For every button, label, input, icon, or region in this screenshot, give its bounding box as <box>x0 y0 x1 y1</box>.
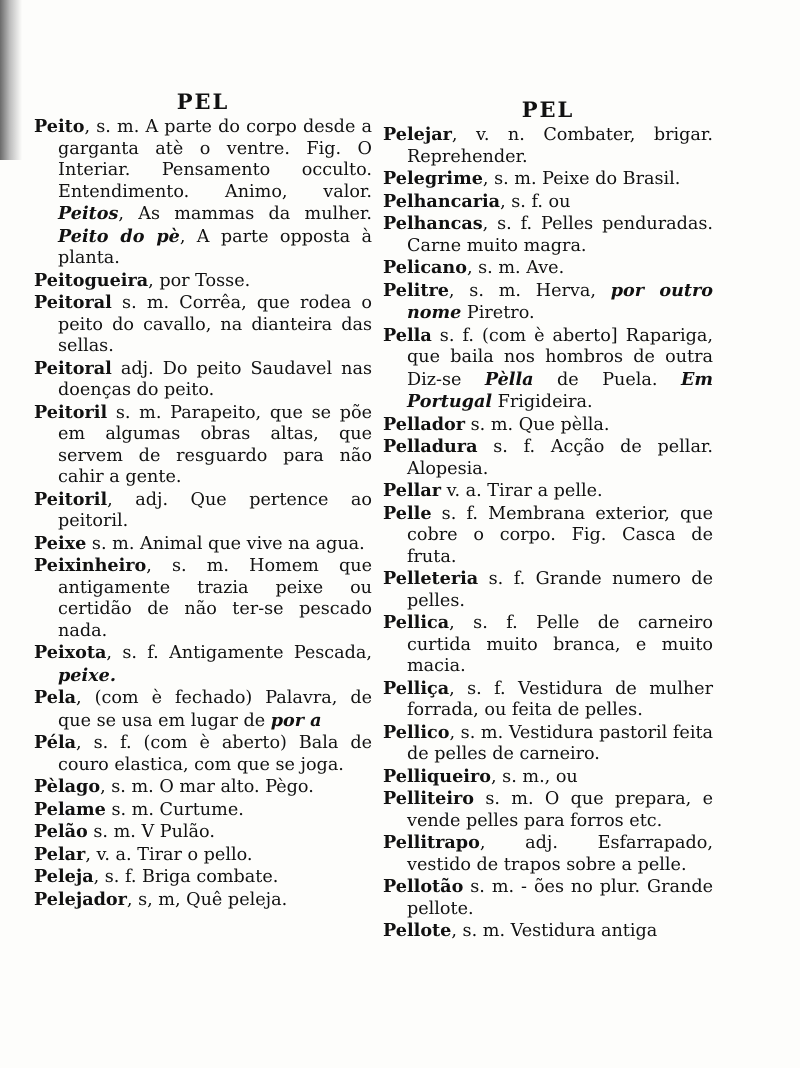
entry-headword: Peitoril <box>34 488 108 510</box>
entry-definition: s. f. Membrana exterior, que cobre o corpo. Fig. Casca de fruta. <box>407 503 713 567</box>
entry-definition: Frigideira. <box>492 392 593 412</box>
dictionary-entry <box>34 358 372 402</box>
entry-headword: Péla <box>34 732 77 753</box>
entry-definition: v. a. Tirar a pelle. <box>441 481 603 501</box>
dictionary-entry <box>34 687 372 732</box>
entry-definition: , s. f. Vestidura de mulher forrada, ou feita de pelles. <box>407 678 713 720</box>
entry-headword: Pellitrapo <box>383 832 480 853</box>
dictionary-entry <box>383 788 713 832</box>
entry-definition: s. m. Corrêa, que rodea o peito do cavallo, na dianteira das sellas. <box>58 293 372 356</box>
entry-italic-term: Peito do pè <box>58 225 180 247</box>
entry-definition: , s. m. Vestidura antiga <box>451 921 658 941</box>
dictionary-entry <box>34 799 372 822</box>
entry-definition: , As mammas da mulher. <box>118 204 372 224</box>
dictionary-entry <box>383 168 713 191</box>
dictionary-entry <box>34 533 372 556</box>
dictionary-entry <box>34 270 372 293</box>
entry-definition: , s. f. (com è aberto) Bala de couro elastica, com que se joga. <box>58 733 372 775</box>
dictionary-entry <box>383 280 713 325</box>
entry-definition: , adj. Que pertence ao peitoril. <box>58 489 372 531</box>
dictionary-entry <box>34 844 372 867</box>
entry-headword: Peixota <box>34 642 107 663</box>
entry-headword: Peitoril <box>34 401 108 423</box>
entry-definition: s. m. Que pèlla. <box>465 414 610 435</box>
entry-definition: , s. m., ou <box>490 766 578 787</box>
entry-italic-term: Em Portugal <box>407 368 713 412</box>
entry-definition: s. m. Animal que vive na agua. <box>86 533 365 554</box>
entry-headword: Pellica <box>383 612 450 633</box>
entry-headword: Pelitre <box>383 279 449 301</box>
entry-definition: s. f. Grande numero de pelles. <box>407 569 713 611</box>
entry-definition: s. f. (com è aberto] Rapariga, que baila nos hombros de outra Diz-se <box>407 325 713 390</box>
left-column-header: PEL <box>176 89 230 114</box>
dictionary-entry <box>34 555 372 642</box>
entry-headword: Pelão <box>34 821 88 842</box>
dictionary-entry <box>383 480 713 503</box>
dictionary-entry <box>383 191 713 214</box>
entry-definition: s. m. - ões no plur. Grande pellote. <box>407 877 713 919</box>
entry-headword: Peitoral <box>34 292 112 313</box>
entry-definition: , s. m. Peixe do Brasil. <box>482 169 681 189</box>
dictionary-entry <box>383 436 713 480</box>
entry-definition: , (com è fechado) Palavra, de que se usa em lugar de <box>58 688 372 731</box>
entry-definition: , v. a. Tirar o pello. <box>85 844 253 865</box>
right-column <box>383 98 713 943</box>
dictionary-entry <box>383 876 713 920</box>
entry-headword: Pelliça <box>383 677 450 699</box>
dictionary-entry <box>34 866 372 889</box>
entry-definition: , s. m. O mar alto. Pègo. <box>100 777 314 797</box>
entry-definition: , s. f. Pelles penduradas. Carne muito magra. <box>407 214 713 256</box>
entry-headword: Peixinheiro <box>34 555 147 576</box>
dictionary-entry <box>383 503 713 569</box>
entry-definition: , s. f. Antigamente Pescada, <box>106 643 372 663</box>
entry-headword: Pellico <box>383 721 450 743</box>
dictionary-entry <box>34 776 372 799</box>
entry-headword: Pelicano <box>383 257 467 278</box>
entry-definition: , v. n. Combater, brigar. Reprehender. <box>407 125 713 167</box>
entry-headword: Pelliteiro <box>383 788 475 809</box>
entry-headword: Pèlago <box>34 776 101 797</box>
entry-headword: Pelame <box>34 798 106 820</box>
dictionary-entry <box>383 832 713 876</box>
dictionary-entry <box>34 732 372 776</box>
dictionary-entry <box>383 722 713 766</box>
dictionary-entry <box>34 821 372 844</box>
entry-headword: Peixe <box>34 532 87 554</box>
entry-definition: adj. Do peito Saudavel nas doenças do peito. <box>58 358 372 400</box>
right-column-header: PEL <box>521 97 575 122</box>
entry-headword: Pellar <box>383 480 441 501</box>
entry-headword: Pelar <box>34 843 86 865</box>
entry-headword: Peitogueira <box>34 269 149 291</box>
entry-headword: Peitoral <box>34 357 112 379</box>
dictionary-entry <box>34 292 372 358</box>
entry-headword: Pelegrime <box>383 168 483 189</box>
dictionary-entry <box>383 568 713 612</box>
dictionary-entry <box>383 213 713 257</box>
entry-definition: , s. m. Vestidura pastoril feita de pelles de carneiro. <box>407 722 713 764</box>
dictionary-entry <box>34 489 372 533</box>
entry-definition: , por Tosse. <box>148 270 251 291</box>
entry-headword: Peleja <box>34 866 94 887</box>
dictionary-entry <box>34 889 372 912</box>
entry-definition: , s. f. Briga combate. <box>93 867 279 887</box>
entry-italic-term: peixe. <box>58 664 116 686</box>
entry-headword: Pelejar <box>383 124 452 145</box>
entry-headword: Pelejador <box>34 888 127 910</box>
entry-definition: , s. m. A parte do corpo desde a garganta atè o ventre. Fig. O Interiar. Pensamento occulto. Entendimento. Animo, valor. <box>58 117 372 202</box>
entry-italic-term: por a <box>270 709 322 731</box>
entry-definition: , adj. Esfarrapado, vestido de trapos sobre a pelle. <box>407 833 713 875</box>
entry-headword: Pelhancas <box>383 213 483 234</box>
entry-definition: Piretro. <box>461 303 535 323</box>
entry-definition: s. m. Curtume. <box>105 799 244 820</box>
entry-headword: Pelhancaria <box>383 190 501 212</box>
entry-definition: de Puela. <box>533 369 681 390</box>
dictionary-entry <box>383 257 713 280</box>
entry-headword: Pellote <box>383 920 452 941</box>
dictionary-entry <box>34 642 372 687</box>
page-edge-shadow <box>0 0 22 160</box>
entry-headword: Pela <box>34 687 77 708</box>
dictionary-entry <box>383 612 713 678</box>
entry-definition: , s, m, Quê peleja. <box>126 889 288 910</box>
dictionary-entry <box>383 920 713 943</box>
entry-definition: s. m. O que prepara, e vende pelles para forros etc. <box>407 789 713 831</box>
entry-italic-term: Pèlla <box>484 368 534 390</box>
entry-italic-term: Peitos <box>58 203 119 224</box>
entry-headword: Pellotão <box>383 876 464 897</box>
entry-headword: Pellador <box>383 413 466 435</box>
dictionary-entry <box>383 124 713 168</box>
dictionary-entry <box>383 325 713 414</box>
entry-headword: Pella <box>383 324 432 346</box>
dictionary-entry <box>383 678 713 722</box>
entry-definition: , s. m. Ave. <box>466 258 565 278</box>
entry-italic-term: por outro nome <box>407 279 713 323</box>
dictionary-entry <box>34 402 372 489</box>
entry-definition: s. f. Acção de pellar. Alopesia. <box>407 437 713 479</box>
entry-definition: , s. m. Homem que antigamente trazia peixe ou certidão de não ter-se pescado nada. <box>58 556 372 641</box>
entry-definition: s. m. V Pulão. <box>87 822 215 842</box>
dictionary-entry <box>34 116 372 270</box>
entry-definition: , A parte opposta à planta. <box>58 226 373 268</box>
entry-definition: s. m. Parapeito, que se põe em algumas obras altas, que servem de resguardo para não cahir a gente. <box>58 402 372 487</box>
entry-definition: , s. f. ou <box>500 191 571 212</box>
left-column <box>34 90 372 911</box>
entry-headword: Pelladura <box>383 436 478 457</box>
dictionary-entry <box>383 414 713 437</box>
entry-headword: Pelleteria <box>383 568 479 589</box>
entry-headword: Pelle <box>383 502 432 524</box>
entry-definition: , s. f. Pelle de carneiro curtida muito branca, e muito macia. <box>407 613 713 676</box>
entry-definition: , s. m. Herva, <box>448 280 611 301</box>
entry-headword: Peito <box>34 116 85 137</box>
dictionary-entry <box>383 766 713 789</box>
entry-headword: Pelliqueiro <box>383 765 491 787</box>
